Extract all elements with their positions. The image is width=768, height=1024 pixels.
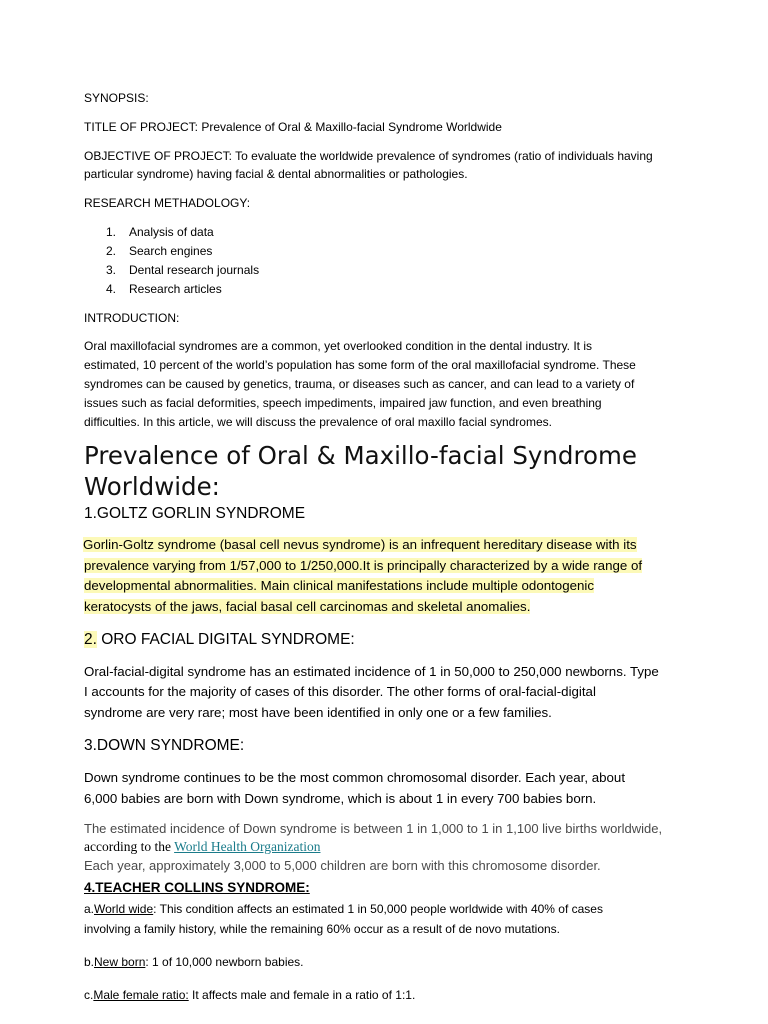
s1-line: prevalence varying from 1/57,000 to 1/250,000.It is principally characterized by a wide range of [84,558,643,573]
objective-line-1: OBJECTIVE OF PROJECT: To evaluate the worldwide prevalence of syndromes (ratio of individuals having [84,149,653,163]
list-item: 1. Analysis of data [106,225,214,239]
intro-line: difficulties. In this article, we will discuss the prevalence of oral maxillo facial syndromes. [84,415,552,429]
main-heading-line-1: Prevalence of Oral & Maxillo-facial Syndrome [84,441,637,470]
main-heading-line-2: Worldwide: [84,472,220,501]
s3-line: Down syndrome continues to be the most common chromosomal disorder. Each year, about [84,770,626,785]
intro-line: issues such as facial deformities, speech impediments, impaired jaw function, and even breathing [84,396,602,410]
project-title: TITLE OF PROJECT: Prevalence of Oral & Maxillo-facial Syndrome Worldwide [84,120,502,134]
list-item: 2. Search engines [106,244,213,258]
introduction-label: INTRODUCTION: [84,311,180,325]
s4c-line: c.Male female ratio: It affects male and female in a ratio of 1:1. [84,988,416,1002]
objective-line-2: particular syndrome) having facial & dental abnormalities or pathologies. [84,167,468,181]
synopsis-label: SYNOPSIS: [84,91,149,105]
s1-line: keratocysts of the jaws, facial basal cell carcinomas and skeletal anomalies. [84,599,531,614]
s3-line: 6,000 babies are born with Down syndrome, which is about 1 in every 700 babies born. [84,791,597,806]
s4a-line-2: involving a family history, while the remaining 60% occur as a result of de novo mutations. [84,922,561,936]
section-1-heading: 1.GOLTZ GORLIN SYNDROME [84,505,306,522]
section-2-number: 2. [84,631,97,648]
s1-line: developmental abnormalities. Main clinical manifestations include multiple odontogenic [84,578,594,593]
section-2-heading: 2. ORO FACIAL DIGITAL SYNDROME: [84,631,355,648]
s4b-line: b.New born: 1 of 10,000 newborn babies. [84,955,304,969]
s3-source-line: according to the World Health Organization [84,839,321,854]
intro-line: estimated, 10 percent of the world’s population has some form of the oral maxillofacial syndrome. These [84,358,636,372]
s2-line: Oral-facial-digital syndrome has an estimated incidence of 1 in 50,000 to 250,000 newborns. Type [84,664,659,679]
who-link[interactable]: World Health Organization [174,839,321,854]
intro-line: syndromes can be caused by genetics, trauma, or diseases such as cancer, and can lead to a variety of [84,377,635,391]
methodology-label: RESEARCH METHADOLOGY: [84,196,251,210]
section-3-heading: 3.DOWN SYNDROME: [84,737,245,754]
list-item: 3. Dental research journals [106,263,260,277]
s1-line: Gorlin-Goltz syndrome (basal cell nevus syndrome) is an infrequent hereditary disease with its [83,537,637,552]
section-4-heading: 4.TEACHER COLLINS SYNDROME: [84,880,310,895]
intro-line: Oral maxillofacial syndromes are a common, yet overlooked condition in the dental industry. It is [84,339,593,353]
methods-list [106,223,259,299]
s3-grey-line-2: Each year, approximately 3,000 to 5,000 children are born with this chromosome disorder. [84,858,601,873]
s2-line: I accounts for the majority of cases of this disorder. The other forms of oral-facial-digital [84,684,596,699]
list-item: 4. Research articles [106,282,222,296]
s2-line: syndrome are very rare; most have been identified in only one or a few families. [84,705,552,720]
s3-grey-line: The estimated incidence of Down syndrome is between 1 in 1,000 to 1 in 1,100 live births worldwide, [84,821,663,836]
s4a-line-1: a.World wide: This condition affects an estimated 1 in 50,000 people worldwide with 40% of cases [84,902,603,916]
